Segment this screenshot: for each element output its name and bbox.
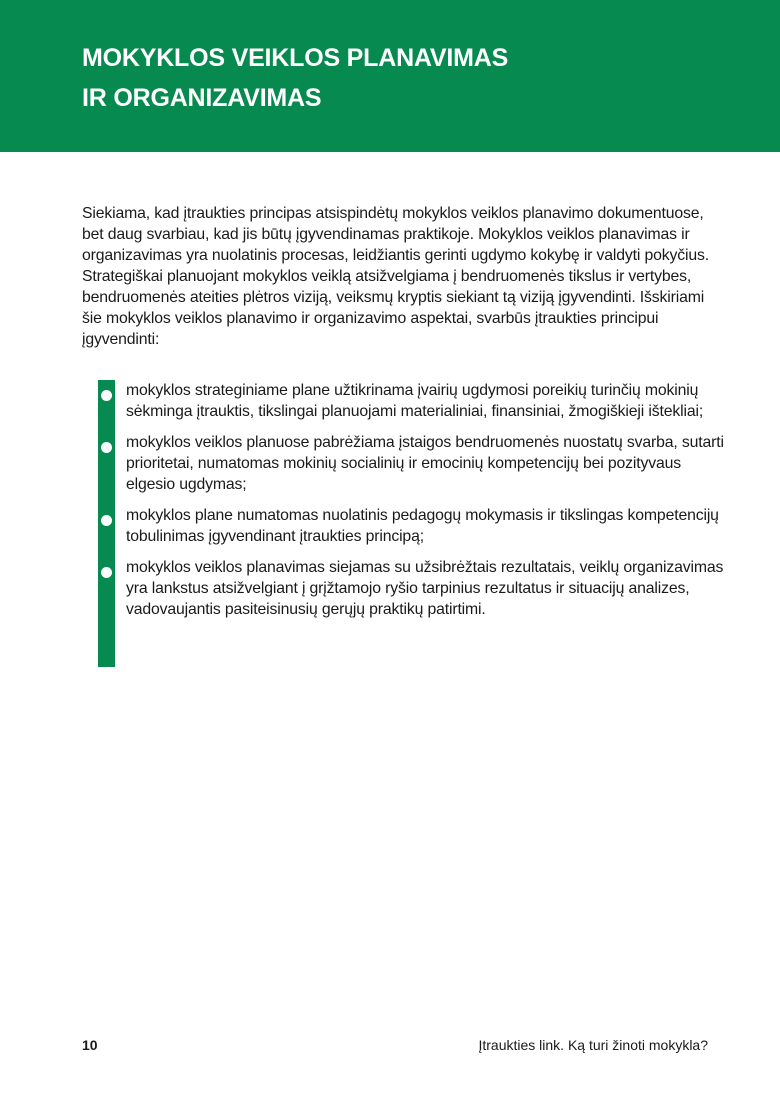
page-title	[82, 38, 508, 118]
page-title-line-2: IR ORGANIZAVIMAS	[82, 84, 322, 112]
bullet-dot-icon	[101, 567, 112, 578]
list-item-text: mokyklos veiklos planavimas siejamas su užsibrėžtais rezultatais, veiklų organizavimas yra lankstus atsižvelgiant į grįžtamojo ryšio tarpinius rezultatus ir situacijų analizes, vadovaujantis pasiteisinusių gerųjų praktikų patirtimi.	[126, 559, 724, 618]
bullet-dot-icon	[101, 515, 112, 526]
list-item-text: mokyklos plane numatomas nuolatinis pedagogų mokymasis ir tikslingas kompetencijų tobulinimas įgyvendinant įtraukties principą;	[126, 507, 719, 545]
header-banner	[0, 0, 780, 152]
list-item	[98, 432, 728, 495]
page-number: 10	[82, 1037, 98, 1053]
intro-paragraph: Siekiama, kad įtraukties principas atsispindėtų mokyklos veiklos planavimo dokumentuose, bet daug svarbiau, kad jis būtų įgyvendinamas praktikoje. Mokyklos veiklos planavimas ir organizavimas yra nuolatinis procesas, leidžiantis gerinti ugdymo kokybę ir valdyti pokyčius. Strategiškai planuojant mokyklos veiklą atsižvelgiama į bendruomenės tikslus ir vertybes, bendruomenės ateities plėtros viziją, veiksmų kryptis siekiant tą viziją įgyvendinti. Išskiriami šie mokyklos veiklos planavimo ir organizavimo aspektai, svarbūs įtraukties principui įgyvendinti:	[82, 205, 709, 348]
bullet-section	[98, 380, 728, 667]
bullet-dot-icon	[101, 442, 112, 453]
list-item	[98, 557, 728, 620]
list-item-text: mokyklos strateginiame plane užtikrinama įvairių ugdymosi poreikių turinčių mokinių sėkminga įtrauktis, tikslingai planuojami materialiniai, finansiniai, žmogiškieji ištekliai;	[126, 382, 704, 420]
list-item	[98, 380, 728, 422]
list-item-text: mokyklos veiklos planuose pabrėžiama įstaigos bendruomenės nuostatų svarba, sutarti prioritetai, numatomas mokinių socialinių ir emocinių kompetencijų bei pozityvaus elgesio ugdymas;	[126, 434, 724, 493]
page-title-line-1: MOKYKLOS VEIKLOS PLANAVIMAS	[82, 44, 509, 72]
bullet-list	[98, 380, 728, 630]
list-item	[98, 505, 728, 547]
bullet-dot-icon	[101, 390, 112, 401]
running-title: Įtraukties link. Ką turi žinoti mokykla?	[478, 1037, 708, 1053]
